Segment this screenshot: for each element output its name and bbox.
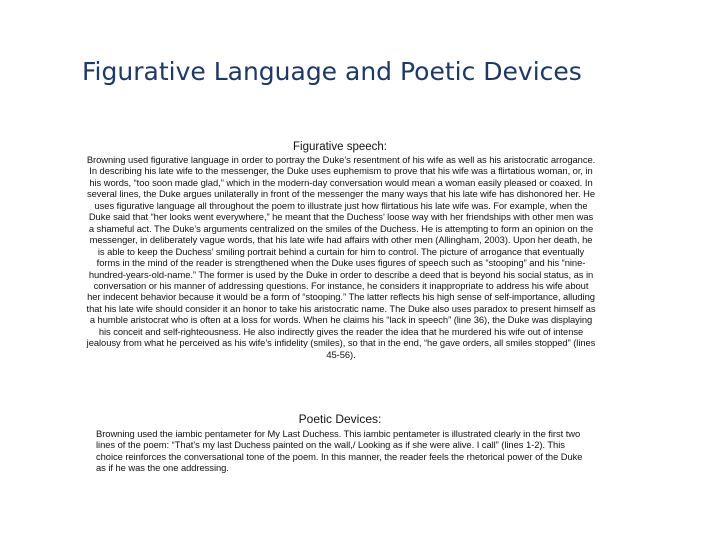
slide-title: Figurative Language and Poetic Devices	[82, 57, 582, 86]
body-paragraph-poetic-devices: Browning used the iambic pentameter for My Last Duchess. This iambic pentameter is illustrated clearly in the first two lines of the poem: “That’s my last Duchess painted on the wall,/ Looking as if she were alive. I call” (lines 1-2). This choice reinforces the conversational tone of the poem. In this manner, the reader feels the rhetorical power of the Duke as if he was the one addressing.	[96, 428, 583, 474]
section-heading-figurative-speech: Figurative speech:	[293, 141, 387, 153]
body-paragraph-figurative-speech: Browning used figurative language in order to portray the Duke’s resentment of his wife as well as his aristocratic arrogance. In describing his late wife to the messenger, the Duke uses euphemism to prove that his wife was a flirtatious woman, or, in his words, “too soon made glad,” which in the modern-day conversation would mean a woman easily pleased or coaxed. In several lines, the Duke argues unilaterally in front of the messenger the many ways that his late wife has dishonored her. He uses figurative language all throughout the poem to illustrate just how flirtatious his late wife was. For example, when the Duke said that “her looks went everywhere,” he meant that the Duchess’ loose way with her friendships with other men was a shameful act. The Duke’s arguments centralized on the smiles of the Duchess. He is attempting to form an opinion on the messenger, in deliberately vague words, that his late wife had affairs with other men (Allingham, 2003). Upon her death, he is able to keep the Duchess’ smiling portrait behind a curtain for him to control. The picture of arrogance that eventually forms in the mind of the reader is strengthened when the Duke uses figures of speech such as “stooping” and his “nine-hundred-years-old-name.” The former is used by the Duke in order to describe a deed that is beyond his social status, as in conversation or his manner of addressing questions. For instance, he considers it inappropriate to address his wife about her indecent behavior because it would be a form of “stooping.” The latter reflects his high sense of self-importance, alluding that his late wife should consider it an honor to take his aristocratic name. The Duke also uses paradox to present himself as a humble aristocrat who is often at a loss for words. When he claims his “lack in speech” (line 36), the Duke was displaying his conceit and self-righteousness. He also indirectly gives the reader the idea that he murdered his wife out of intense jealousy from what he perceived as his wife’s infidelity (smiles), so that in the end, “he gave orders, all smiles stopped” (lines 45-56).	[86, 154, 596, 360]
section-heading-poetic-devices: Poetic Devices:	[298, 412, 382, 426]
